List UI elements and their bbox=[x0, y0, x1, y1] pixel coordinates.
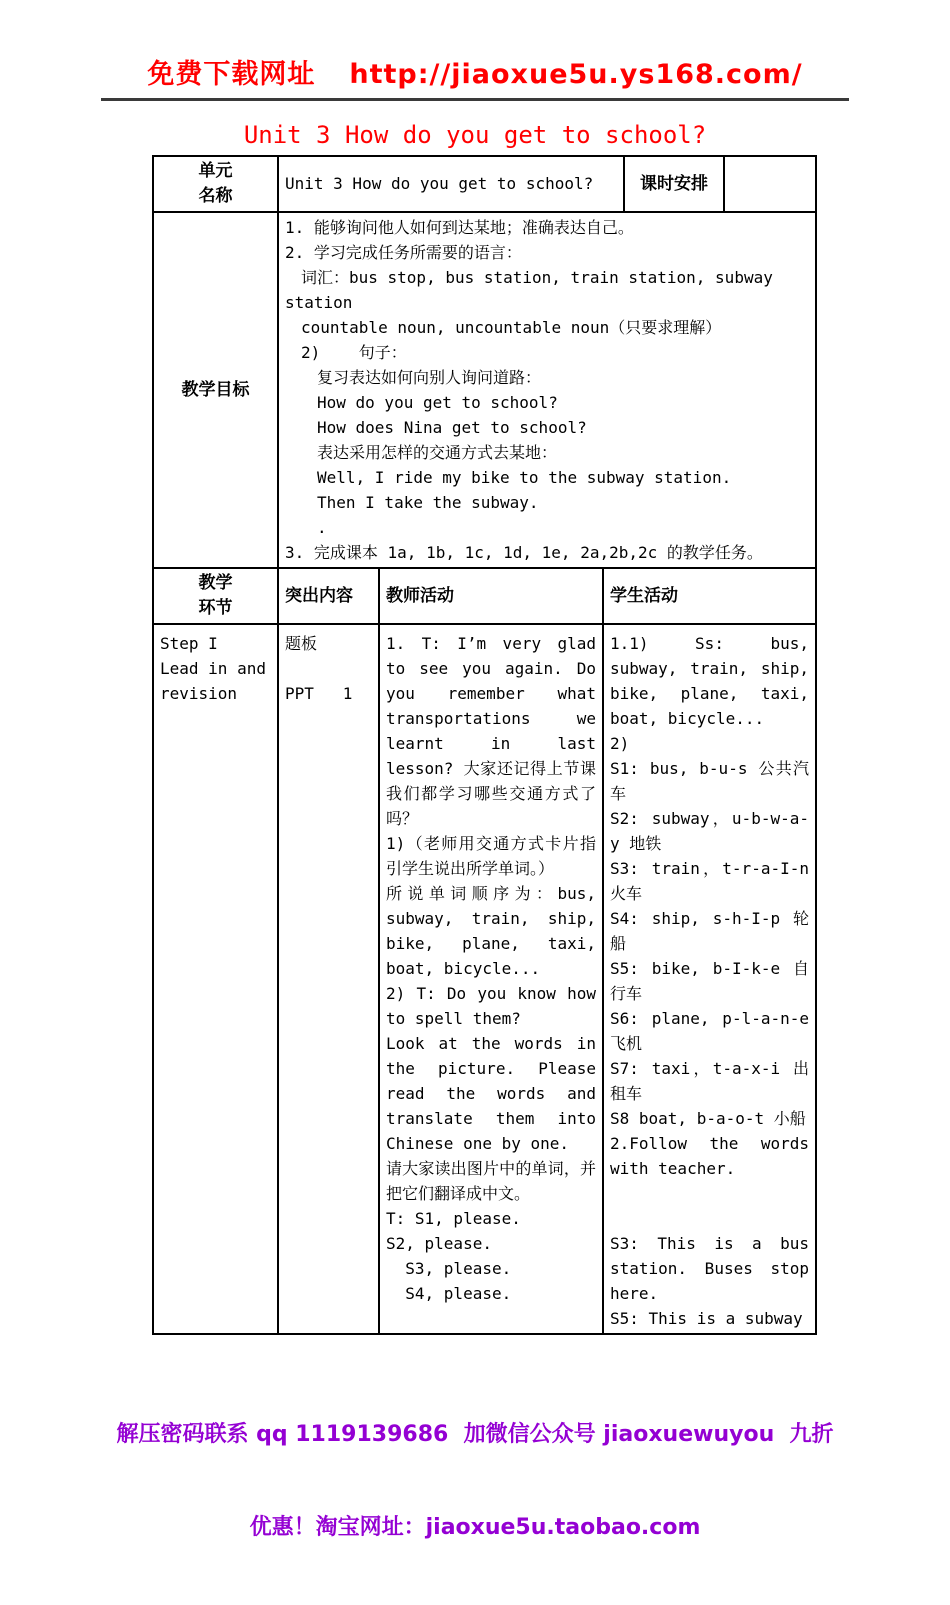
header-teacher: 教师活动 bbox=[379, 568, 603, 624]
header-step-line: 教学 bbox=[198, 573, 233, 593]
teacher-activity-line: 1. T: I’m very glad to see you again. Do you remember what transportations we learnt in last lesson? 大家还记得上节课我们都学习哪些交通方式了吗？ bbox=[386, 634, 606, 828]
download-banner bbox=[0, 0, 950, 91]
objectives-label: 教学目标 bbox=[153, 212, 278, 568]
student-activity-line: 2) bbox=[610, 734, 630, 753]
objective-line: . bbox=[285, 518, 327, 537]
schedule-value bbox=[724, 156, 816, 212]
teacher-activity-line: T: S1, please. bbox=[386, 1209, 521, 1228]
content-line: 题板 bbox=[285, 634, 318, 653]
content-line bbox=[285, 656, 372, 681]
header-step bbox=[153, 568, 278, 624]
step-name-line: Step I bbox=[160, 634, 218, 653]
download-url: http://jiaoxue5u.ys168.com/ bbox=[349, 59, 803, 90]
step-name-line: revision bbox=[160, 684, 238, 703]
objective-line: 复习表达如何向别人询问道路： bbox=[285, 368, 542, 387]
header-step-line: 环节 bbox=[198, 598, 233, 618]
student-activity-line: 2.Follow the words with teacher. bbox=[610, 1134, 819, 1178]
lesson-steps-table bbox=[152, 567, 817, 1335]
objective-line: 1. 能够询问他人如何到达某地；准确表达自己。 bbox=[285, 218, 634, 237]
header-content: 突出内容 bbox=[278, 568, 379, 624]
step1-name bbox=[153, 624, 278, 1334]
step-name-line: Lead in and bbox=[160, 659, 266, 678]
unit-name-row bbox=[153, 156, 816, 212]
teacher-activity-line: 请大家读出图片中的单词，并把它们翻译成中文。 bbox=[386, 1159, 596, 1203]
footer-line2: 优惠！淘宝网址：jiaoxue5u.taobao.com bbox=[249, 1515, 701, 1540]
step1-content bbox=[278, 624, 379, 1334]
student-activity-line bbox=[610, 1181, 809, 1206]
objectives-row bbox=[153, 212, 816, 568]
unit-name-label bbox=[153, 156, 278, 212]
objective-line: 词汇：bus stop, bus station, train station, subway station bbox=[285, 268, 783, 312]
student-activity-line: S2: subway，u-b-w-a-y 地铁 bbox=[610, 809, 809, 853]
student-activity-line: S8 boat, b-a-o-t 小船 bbox=[610, 1109, 806, 1128]
header-rule bbox=[101, 98, 849, 101]
objective-line: How does Nina get to school? bbox=[285, 418, 587, 437]
step1-row bbox=[153, 624, 816, 1334]
step1-student-activity bbox=[603, 624, 819, 1334]
unit-name-label-line: 单元 bbox=[198, 161, 233, 181]
header-student: 学生活动 bbox=[603, 568, 816, 624]
teacher-activity-line: S3, please. bbox=[386, 1259, 512, 1278]
objective-line: Well, I ride my bike to the subway station. bbox=[285, 468, 732, 487]
student-activity-line: S1: bus, b-u-s 公共汽车 bbox=[610, 759, 809, 803]
student-activity-line: S7: taxi，t-a-x-i 出租车 bbox=[610, 1059, 809, 1103]
objective-line: countable noun, uncountable noun（只要求理解） bbox=[285, 318, 722, 337]
teacher-activity-line: 所说单词顺序为：bus, subway, train, ship, bike, plane, taxi, boat, bicycle... bbox=[386, 884, 606, 978]
download-label: 免费下载网址 bbox=[147, 59, 316, 90]
objective-line: 3. 完成课本 1a, 1b, 1c, 1d, 1e, 2a,2b,2c 的教学任务。 bbox=[285, 543, 763, 562]
student-activity-line: 1.1) Ss: bus, subway, train, ship, bike, plane, taxi, boat, bicycle... bbox=[610, 634, 819, 728]
teacher-activity-line: 2) T: Do you know how to spell them? bbox=[386, 984, 606, 1028]
objective-line: 表达采用怎样的交通方式去某地： bbox=[285, 443, 558, 462]
content-line: PPT 1 bbox=[285, 684, 353, 703]
student-activity-line: S4: ship, s-h-I-p 轮船 bbox=[610, 909, 809, 953]
teacher-activity-line: S2, please. bbox=[386, 1234, 492, 1253]
objective-line: How do you get to school? bbox=[285, 393, 558, 412]
objective-line: 2) 句子： bbox=[285, 343, 407, 362]
teacher-activity-line: 1)（老师用交通方式卡片指引学生说出所学单词。） bbox=[386, 834, 596, 878]
objective-line: 2. 学习完成任务所需要的语言： bbox=[285, 243, 522, 262]
objective-line: Then I take the subway. bbox=[285, 493, 539, 512]
unit-name-label-line: 名称 bbox=[198, 186, 233, 206]
objectives-content bbox=[278, 212, 816, 568]
unit-name-value: Unit 3 How do you get to school? bbox=[278, 156, 624, 212]
doc-title: Unit 3 How do you get to school? bbox=[243, 121, 707, 149]
student-activity-line: S6: plane, p-l-a-n-e 飞机 bbox=[610, 1009, 819, 1053]
promo-footer bbox=[0, 1357, 950, 1605]
step1-teacher-activity bbox=[379, 624, 606, 1334]
teacher-activity-line: S4, please. bbox=[386, 1284, 512, 1303]
footer-line1: 解压密码联系 qq 1119139686 加微信公众号 jiaoxuewuyou 九折 bbox=[116, 1422, 834, 1447]
student-activity-line: S5: bike, b-I-k-e 自行车 bbox=[610, 959, 809, 1003]
student-activity-line: S3: This is a bus station. Buses stop here. bbox=[610, 1234, 819, 1303]
student-activity-line bbox=[610, 1206, 809, 1231]
student-activity-line: S3: train，t-r-a-I-n 火车 bbox=[610, 859, 819, 903]
teacher-activity-line: Look at the words in the picture. Please read the words and translate them into Chinese one by one. bbox=[386, 1034, 606, 1153]
lesson-header-row bbox=[153, 568, 816, 624]
schedule-label: 课时安排 bbox=[624, 156, 724, 212]
unit-info-table bbox=[152, 155, 817, 569]
student-activity-line: S5: This is a subway bbox=[610, 1309, 803, 1328]
